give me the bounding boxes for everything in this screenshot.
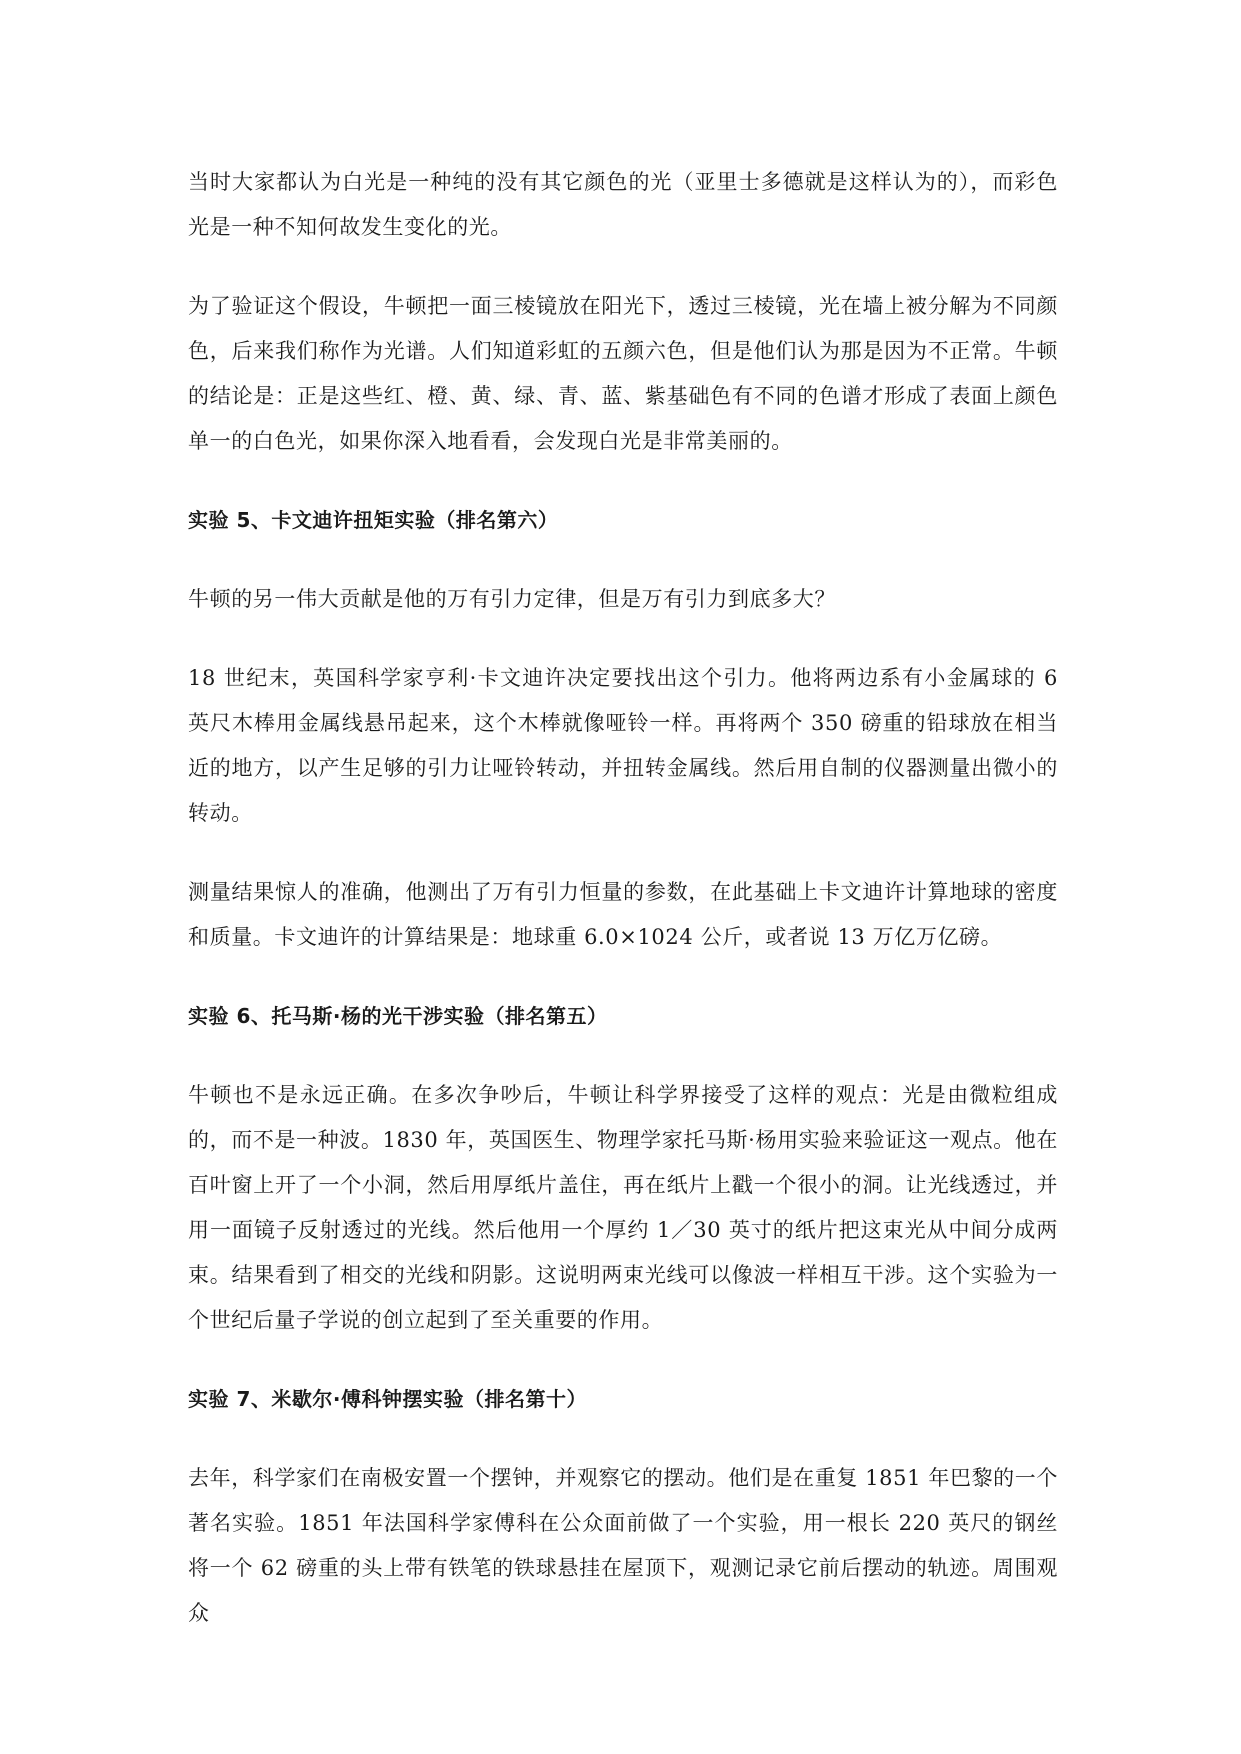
- paragraph-prism-experiment: 为了验证这个假设，牛顿把一面三棱镜放在阳光下，透过三棱镜，光在墙上被分解为不同颜色，后来我们称作为光谱。人们知道彩虹的五颜六色，但是他们认为那是因为不正常。牛顿的结论是：正是这些红、橙、黄、绿、青、蓝、紫基础色有不同的色谱才形成了表面上颜色单一的白色光，如果你深入地看看，会发现白光是非常美丽的。: [188, 294, 1058, 453]
- paragraph-cavendish-result: 测量结果惊人的准确，他测出了万有引力恒量的参数，在此基础上卡文迪许计算地球的密度和质量。卡文迪许的计算结果是：地球重 6.0×1024 公斤，或者说 13 万亿万亿磅。: [188, 880, 1058, 949]
- section-heading-experiment-6: 实验 6、托马斯·杨的光干涉实验（排名第五）: [188, 1004, 608, 1028]
- paragraph-foucault-pendulum: 去年，科学家们在南极安置一个摆钟，并观察它的摆动。他们是在重复 1851 年巴黎的一个著名实验。1851 年法国科学家傅科在公众面前做了一个实验，用一根长 220 英尺的钢丝将一个 62 磅重的头上带有铁笔的铁球悬挂在屋顶下，观测记录它前后摆动的轨迹。周围观众: [188, 1466, 1058, 1625]
- paragraph-cavendish-setup: 18 世纪末，英国科学家亨利·卡文迪许决定要找出这个引力。他将两边系有小金属球的 6 英尺木棒用金属线悬吊起来，这个木棒就像哑铃一样。再将两个 350 磅重的铅球放在相当近的地方，以产生足够的引力让哑铃转动，并扭转金属线。然后用自制的仪器测量出微小的转动。: [188, 666, 1058, 825]
- paragraph-gravity-question: 牛顿的另一伟大贡献是他的万有引力定律，但是万有引力到底多大？: [188, 587, 836, 611]
- section-heading-experiment-5: 实验 5、卡文迪许扭矩实验（排名第六）: [188, 508, 559, 532]
- section-heading-experiment-7: 实验 7、米歇尔·傅科钟摆实验（排名第十）: [188, 1387, 587, 1411]
- paragraph-young-interference: 牛顿也不是永远正确。在多次争吵后，牛顿让科学界接受了这样的观点：光是由微粒组成的，而不是一种波。1830 年，英国医生、物理学家托马斯·杨用实验来验证这一观点。他在百叶窗上开了一个小洞，然后用厚纸片盖住，再在纸片上戳一个很小的洞。让光线透过，并用一面镜子反射透过的光线。然后他用一个厚约 1／30 英寸的纸片把这束光从中间分成两束。结果看到了相交的光线和阴影。这说明两束光线可以像波一样相互干涉。这个实验为一个世纪后量子学说的创立起到了至关重要的作用。: [188, 1083, 1058, 1332]
- paragraph-white-light-belief: 当时大家都认为白光是一种纯的没有其它颜色的光（亚里士多德就是这样认为的），而彩色光是一种不知何故发生变化的光。: [188, 170, 1058, 239]
- document-page: [188, 160, 1058, 1670]
